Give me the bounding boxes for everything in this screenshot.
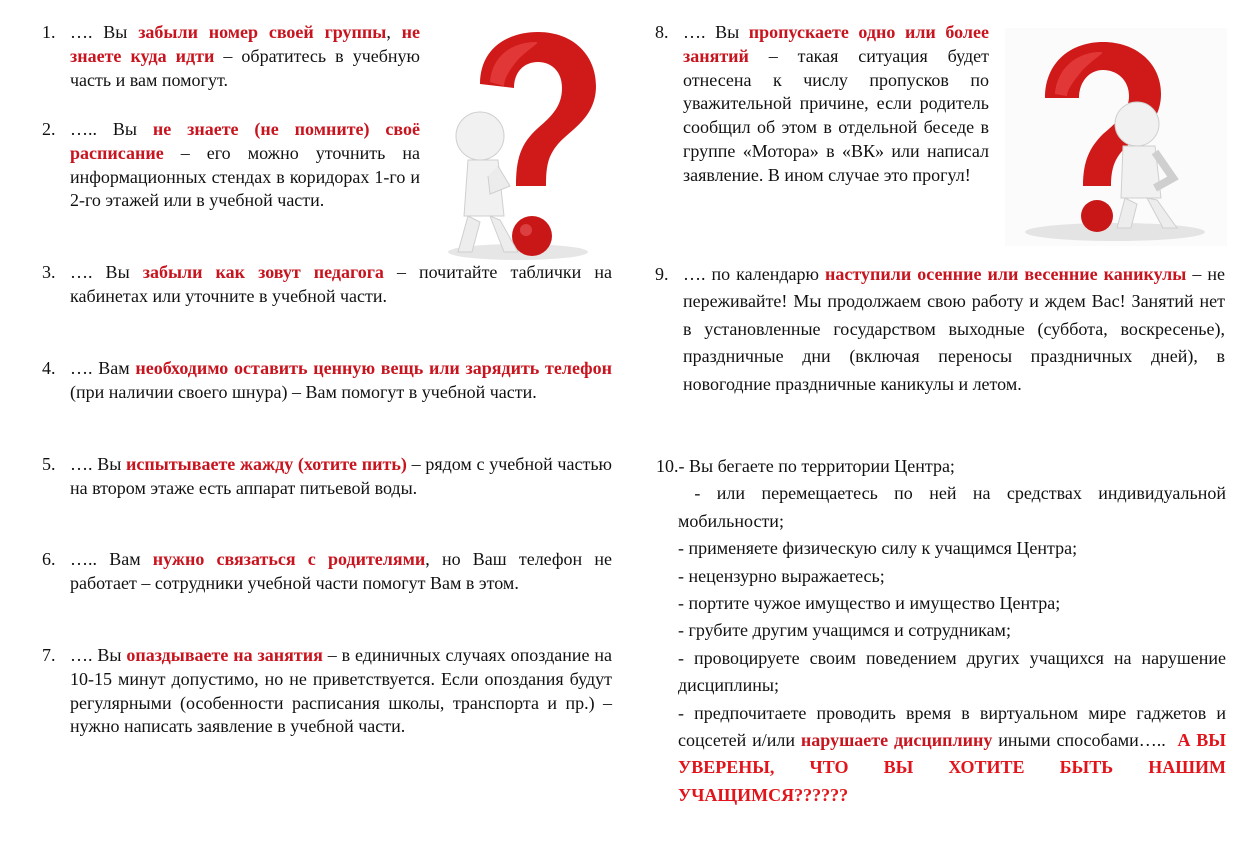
- item-number: 1.: [42, 22, 56, 42]
- rule-item-2: [42, 118, 422, 238]
- rule-item-9: [655, 261, 1227, 426]
- question-mark-figure-icon: [438, 26, 598, 262]
- rule-item-7: [42, 644, 614, 764]
- item-text: …. Вы забыли номер своей группы, не знаете куда идти – обратитесь в учебную часть и вам помогут.: [70, 22, 420, 90]
- item-10-line: - грубите другим учащимся и сотрудникам;: [678, 620, 1011, 641]
- item-text: ….. Вам нужно связаться с родителями, но Ваш телефон не работает – сотрудники учебной части помогут Вам в этом.: [70, 549, 613, 593]
- rule-item-3: [42, 261, 614, 333]
- highlight: пропускаете одно или более занятий: [683, 22, 989, 66]
- question-mark-figure-icon: [1005, 28, 1227, 246]
- item-number: 6.: [42, 549, 56, 569]
- item-10-last-line: - предпочитаете проводить время в виртуальном мире гаджетов и соцсетей и/или нарушаете дисциплину иными способами….. А ВЫ УВЕРЕНЫ, ЧТО ВЫ ХОТИТЕ БЫТЬ НАШИМ УЧАЩИМСЯ??????: [678, 702, 1231, 805]
- item-number: 2.: [42, 119, 56, 139]
- highlight: испытываете жажду (хотите пить): [126, 454, 407, 474]
- item-number: 8.: [655, 22, 669, 42]
- item-number: 5.: [42, 454, 56, 474]
- item-number: 9.: [655, 264, 669, 284]
- rule-item-8: [655, 21, 991, 236]
- highlight: опаздываете на занятия: [126, 645, 323, 665]
- highlight: нарушаете дисциплину: [800, 730, 993, 751]
- rule-item-5: [42, 453, 614, 525]
- item-10-line: - или перемещаетесь по ней на средствах индивидуальной мобильности;: [678, 483, 1231, 531]
- highlight: нужно связаться с родителями: [152, 549, 426, 569]
- item-text: ….. Вы не знаете (не помните) своё расписание – его можно уточнить на информационных стендах в коридорах 1-го и 2-го этажей или в учебной части.: [70, 119, 420, 211]
- item-text: …. Вы испытываете жажду (хотите пить) – рядом с учебной частью на втором этаже есть аппарат питьевой воды.: [70, 454, 612, 498]
- closing-question: А ВЫ УВЕРЕНЫ, ЧТО ВЫ ХОТИТЕ БЫТЬ НАШИМ УЧАЩИМСЯ??????: [678, 730, 1231, 805]
- item-number: 3.: [42, 262, 56, 282]
- highlight: наступили осенние или весенние каникулы: [825, 264, 1187, 284]
- item-text: …. по календарю наступили осенние или весенние каникулы – не переживайте! Мы продолжаем свою работу и ждем Вас! Занятий нет в установленные государством выходные (суббота, воскресенье), праздничные дни (включая переносы праздничных дней), в новогодние праздничные каникулы и летом.: [683, 264, 1226, 394]
- rule-item-6: [42, 548, 614, 620]
- rule-item-1: [42, 21, 422, 93]
- item-10-line: - провоцируете своим поведением других учащихся на нарушение дисциплины;: [678, 647, 1226, 696]
- highlight: не знаете куда идти: [70, 22, 420, 66]
- rule-item-10: [656, 453, 1231, 809]
- item-10-heading: 10.- Вы бегаете по территории Центра;: [656, 456, 955, 476]
- rule-item-4: [42, 357, 614, 429]
- highlight: забыли как зовут педагога: [142, 262, 384, 282]
- item-10-line: - применяете физическую силу к учащимся Центра;: [678, 538, 1078, 559]
- item-number: 7.: [42, 645, 56, 665]
- highlight: забыли номер своей группы: [138, 22, 387, 42]
- highlight: не знаете (не помните) своё расписание: [70, 119, 420, 163]
- item-text: …. Вам необходимо оставить ценную вещь или зарядить телефон (при наличии своего шнура) – Вам помогут в учебной части.: [70, 358, 612, 402]
- item-10-line: - портите чужое имущество и имущество Центра;: [678, 593, 1061, 614]
- highlight: необходимо оставить ценную вещь или зарядить телефон: [135, 358, 612, 378]
- item-text: …. Вы пропускаете одно или более занятий – такая ситуация будет отнесена к числу пропусков по уважительной причине, если родитель сообщил об этом в отдельной беседе в группе «Мотора» в «ВК» или написал заявление. В ином случае это прогул!: [683, 22, 989, 185]
- item-10-line: - нецензурно выражаетесь;: [678, 565, 885, 586]
- item-number: 4.: [42, 358, 56, 378]
- item-text: …. Вы опаздываете на занятия – в единичных случаях опоздание на 10-15 минут допустимо, но не приветствуется. Если опоздания будут регулярными (особенности расписания школы, транспорта и пр.) – нужно написать заявление в учебной части.: [70, 645, 612, 737]
- item-text: …. Вы забыли как зовут педагога – почитайте таблички на кабинетах или уточните в учебной части.: [70, 262, 612, 306]
